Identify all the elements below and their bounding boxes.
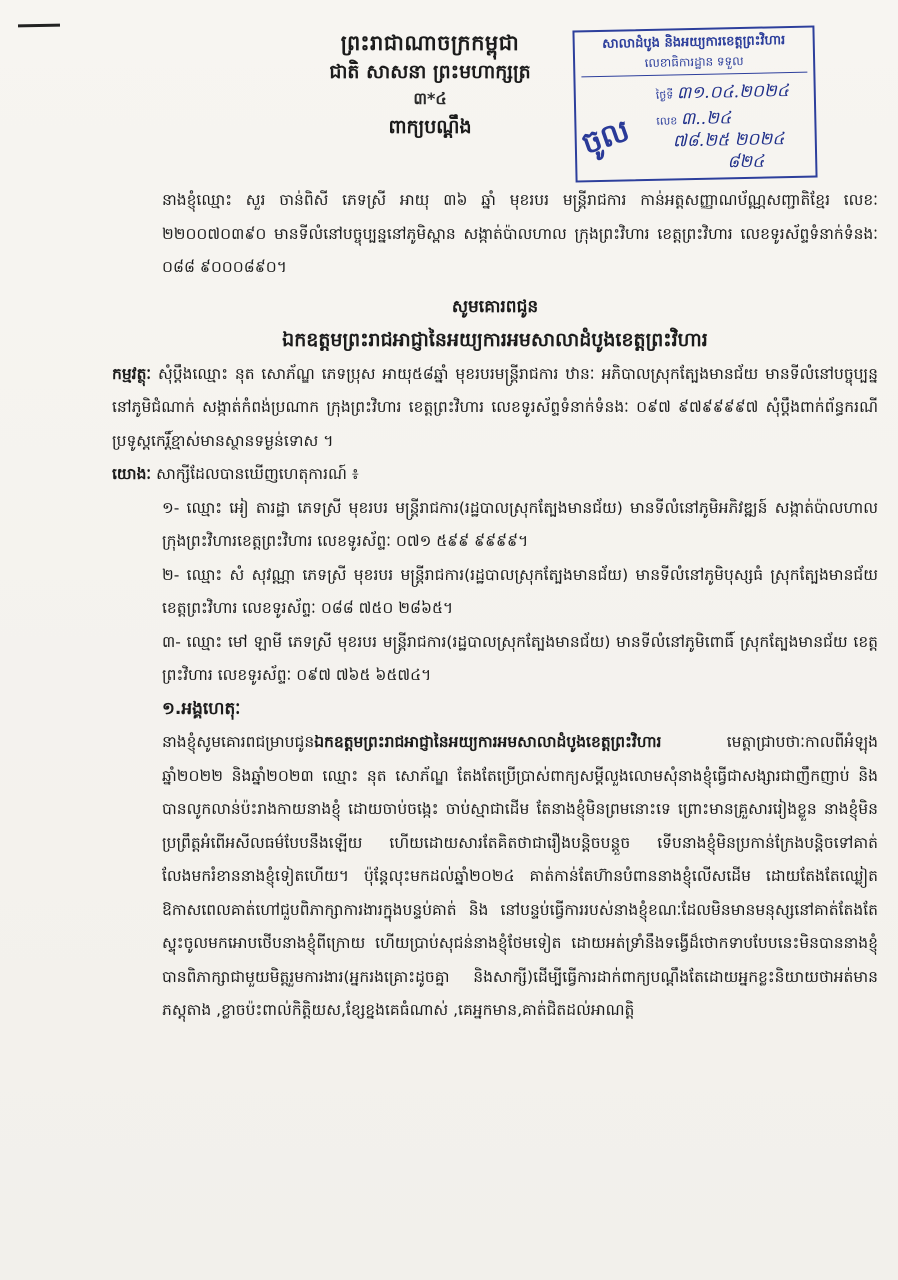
facts-lead-bold: ឯកឧត្តមព្រះរាជអាជ្ញានៃអយ្យការអមសាលាដំបូងខេត្តព្រះវិហារ <box>314 733 662 751</box>
addressee-line1: សូមគោរពជូន <box>451 296 539 317</box>
stamp-date-row <box>656 80 790 108</box>
witness-item: ២- ឈ្មោះ សំ សុវណ្ណា ភេទស្រី មុខរបរ មន្ត្រីរាជការ(រដ្ឋបាលស្រុកត្បែងមានជ័យ) មានទីលំនៅភូមិបុស្សធំ ស្រុកត្បែងមានជ័យ ខេត្តព្រះវិហារ លេខទូរស័ព្ទៈ ០៨៨ ៧៥០ ២៨៦៥។ <box>162 565 878 617</box>
plaintiff-intro: នាងខ្ញុំឈ្មោះ សួរ ចាន់ពិសី ភេទស្រី អាយុ ៣៦ ឆ្នាំ មុខរបរ មន្ត្រីរាជការ កាន់អត្តសញ្ញាណប័ណ្ណសញ្ជាតិខ្មែរ លេខៈ ២២០០៧០៣៩០ មានទីលំនៅបច្ចុប្បន្ននៅភូមិស្ពាន សង្កាត់ប៉ាលហាល ក្រុងព្រះវិហារ ខេត្តព្រះវិហារ លេខទូរស័ព្ទទំនាក់ទំនងៈ ០៨៨ ៩០០០៨៩០។ <box>162 191 878 276</box>
stamp-office: សាលាដំបូង និងអយ្យការខេត្តព្រះវិហារ <box>602 33 786 52</box>
stamp-mark: ចូល <box>577 113 634 162</box>
facts-text: មេត្តាជ្រាបថាៈកាលពីអំឡុងឆ្នាំ២០២២ និងឆ្នាំ២០២៣ ឈ្មោះ នុត សោភ័ណ្ឌ តែងតែប្រើប្រាស់ពាក្យសម្ដីលួងលោមសុំនាងខ្ញុំធ្វើជាសង្សារជាញឹកញាប់ និងបានលូកលាន់ប៉ះរាងកាយនាងខ្ញុំ ដោយចាប់ចង្កេះ ចាប់ស្មាជាដើម តែនាងខ្ញុំមិនព្រមនោះទេ ព្រោះមានគ្រួសាររៀងខ្លួន នាងខ្ញុំមិនប្រព្រឹត្តអំពើអសីលធម៌បែបនឹងឡើយ ហើយដោយសារតែគិតថាជារឿងបន្តិចបន្តួច ទើបនាងខ្ញុំមិនប្រកាន់ក្រែងបន្តិចទៅគាត់លែងមករំខាននាងខ្ញុំទៀតហើយ។ ប៉ុន្តែលុះមកដល់ឆ្នាំ២០២៤ គាត់កាន់តែហ៊ានបំពាននាងខ្ញុំលើសដើម ដោយតែងតែឈ្លៀតឱកាសពេលគាត់ហៅជួបពិភាក្សាការងារក្នុងបន្ទប់គាត់ និង នៅបន្ទប់ធ្វើការរបស់នាងខ្ញុំខណៈដែលមិនមានមនុស្សនៅគាត់តែងតែស្ទុះចូលមកអោបថើបនាងខ្ញុំពីក្រោយ ហើយប្រាប់សុជន់នាងខ្ញុំថែមទៀត ដោយអត់ទ្រាំនឹងទង្វើដ៏ថោកទាបបែបនេះមិនបាននាងខ្ញុំបានពិភាក្សាជាមួយមិត្តរួមការងារ(អ្នករងគ្រោះដូចគ្នា និងសាក្សី)ដើម្បីធ្វើការដាក់ពាក្យបណ្ដឹងតែដោយអ្នកខ្លះនិយាយថាអត់មានភស្តុតាង ,ខ្លាចប៉ះពាល់កិត្តិយស,ខ្សែខ្នងគេធំណាស់ ,គេអ្នកមាន,គាត់ជិតដល់អាណត្តិ <box>162 733 878 1019</box>
stamp-number-value: ៣..២៤ <box>680 108 732 130</box>
defendant-text: សុំប្ដឹងឈ្មោះ នុត សោភ័ណ្ឌ ភេទប្រុស អាយុ៥៨ឆ្នាំ មុខរបរមន្ត្រីរាជការ ឋានៈ អភិបាលស្រុកត្បែងមានជ័យ មានទីលំនៅបច្ចុប្បន្ននៅភូមិជំណាក់ សង្កាត់កំពង់ប្រណាក ក្រុងព្រះវិហារ ខេត្តព្រះវិហារ លេខទូរស័ព្ទទំនាក់ទំនងៈ ០៩៧ ៩៧៩៩៩៩៧ សុំប្ដឹងពាក់ព័ន្ធករណី ប្រទូស្តកេរ្តិ៍ខ្មាស់មានស្ថានទម្ងន់ទោស ។ <box>112 364 878 450</box>
section-title: ១.អង្គហេតុៈ <box>162 698 241 719</box>
document-title: ពាក្យបណ្ដឹង <box>388 116 472 138</box>
kingdom-title: ព្រះរាជាណាចក្រកម្ពុជា <box>340 31 520 55</box>
stamp-reg-value: ៧៨.២៥ ២០២៤ <box>672 129 785 152</box>
stamp-extra-row <box>727 151 764 177</box>
witness-item: ១- ឈ្មោះ អៀ តារដ្ឋា ភេទស្រី មុខរបរ មន្ត្រីរាជការ(រដ្ឋបាលស្រុកត្បែងមានជ័យ) មានទីលំនៅភូមិអភិវឌ្ឍន៍ សង្កាត់ប៉ាលហាល ក្រុងព្រះវិហារខេត្តព្រះវិហារ លេខទូរស័ព្ទៈ ០៧១ ៥៩៩ ៩៩៩៩។ <box>162 498 878 550</box>
witness-heading <box>112 458 878 492</box>
addressee-line2: ឯកឧត្តមព្រះរាជអាជ្ញានៃអយ្យការអមសាលាដំបូងខេត្តព្រះវិហារ <box>282 329 708 351</box>
stamp-sub: លេខាធិការដ្ឋាន ទទួល <box>644 53 744 71</box>
defendant-paragraph <box>112 358 878 459</box>
document-header <box>300 28 560 142</box>
stamp-extra-value: ៨២៤ <box>727 151 765 173</box>
national-motto: ជាតិ សាសនា ព្រះមហាក្សត្រ <box>329 61 531 83</box>
corner-mark <box>18 24 60 28</box>
facts-paragraph <box>112 726 878 1028</box>
reference-label: យោងៈ <box>112 465 152 483</box>
stamp-date-label: ថ្ងៃទី <box>655 88 674 102</box>
facts-lead: នាងខ្ញុំសូមគោរពជម្រាបជូន <box>162 733 315 751</box>
subject-label: កម្មវត្ថុៈ <box>112 364 152 383</box>
document-body <box>112 184 878 1028</box>
header-ornament: ៣*៤ <box>413 89 447 108</box>
witness-item: ៣- ឈ្មោះ មៅ ឡាមី ភេទស្រី មុខរបរ មន្ត្រីរាជការ(រដ្ឋបាលស្រុកត្បែងមានជ័យ) មានទីលំនៅភូមិពោធិ៍ ស្រុកត្បែងមានជ័យ ខេត្តព្រះវិហារ លេខទូរស័ព្ទៈ ០៩៧ ៧៦៥ ៦៥៧៤។ <box>162 632 878 684</box>
stamp-number-label: លេខ <box>656 114 678 128</box>
witness-intro: សាក្សីដែលបានឃើញហេតុការណ៍ ៖ <box>156 465 359 483</box>
court-receipt-stamp <box>572 25 817 182</box>
stamp-date-value: ៣១.០៤.២០២៤ <box>676 81 790 104</box>
